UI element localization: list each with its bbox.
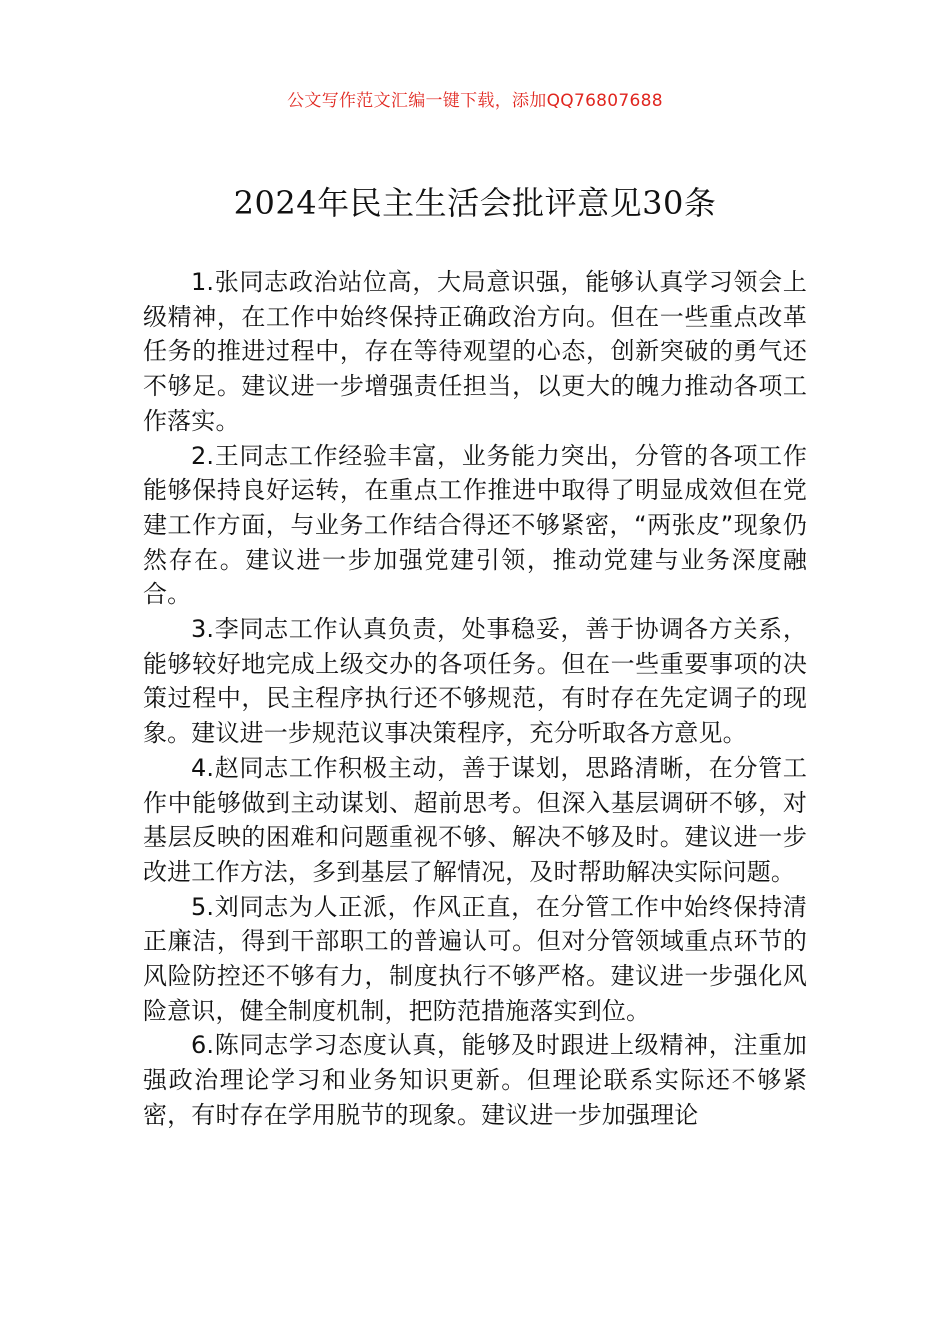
paragraph-4: 4.赵同志工作积极主动，善于谋划，思路清晰，在分管工作中能够做到主动谋划、超前思考。但深入基层调研不够，对基层反映的困难和问题重视不够、解决不够及时。建议进一步改进工作方法，多到基层了解情况，及时帮助解决实际问题。 [143, 753, 807, 886]
paragraph-6: 6.陈同志学习态度认真，能够及时跟进上级精神，注重加强政治理论学习和业务知识更新。但理论联系实际还不够紧密，有时存在学用脱节的现象。建议进一步加强理论 [143, 1031, 807, 1129]
paragraph-3: 3.李同志工作认真负责，处事稳妥，善于协调各方关系，能够较好地完成上级交办的各项任务。但在一些重要事项的决策过程中，民主程序执行还不够规范，有时存在先定调子的现象。建议进一步规范议事决策程序，充分听取各方意见。 [143, 615, 807, 748]
page-title: 2024年民主生活会批评意见30条 [233, 184, 717, 222]
paragraph-2: 2.王同志工作经验丰富，业务能力突出，分管的各项工作能够保持良好运转，在重点工作推进中取得了明显成效但在党建工作方面，与业务工作结合得还不够紧密，“两张皮”现象仍然存在。建议进一步加强党建引领，推动党建与业务深度融合。 [143, 441, 807, 609]
document-body [143, 265, 807, 1133]
paragraph-1: 1.张同志政治站位高，大局意识强，能够认真学习领会上级精神，在工作中始终保持正确政治方向。但在一些重点改革任务的推进过程中，存在等待观望的心态，创新突破的勇气还不够足。建议进一步增强责任担当，以更大的魄力推动各项工作落实。 [143, 268, 807, 435]
download-promo-note: 公文写作范文汇编一键下载，添加QQ76807688 [287, 91, 663, 111]
paragraph-5: 5.刘同志为人正派，作风正直，在分管工作中始终保持清正廉洁，得到干部职工的普遍认可。但对分管领域重点环节的风险防控还不够有力，制度执行不够严格。建议进一步强化风险意识，健全制度机制，把防范措施落实到位。 [143, 892, 807, 1025]
